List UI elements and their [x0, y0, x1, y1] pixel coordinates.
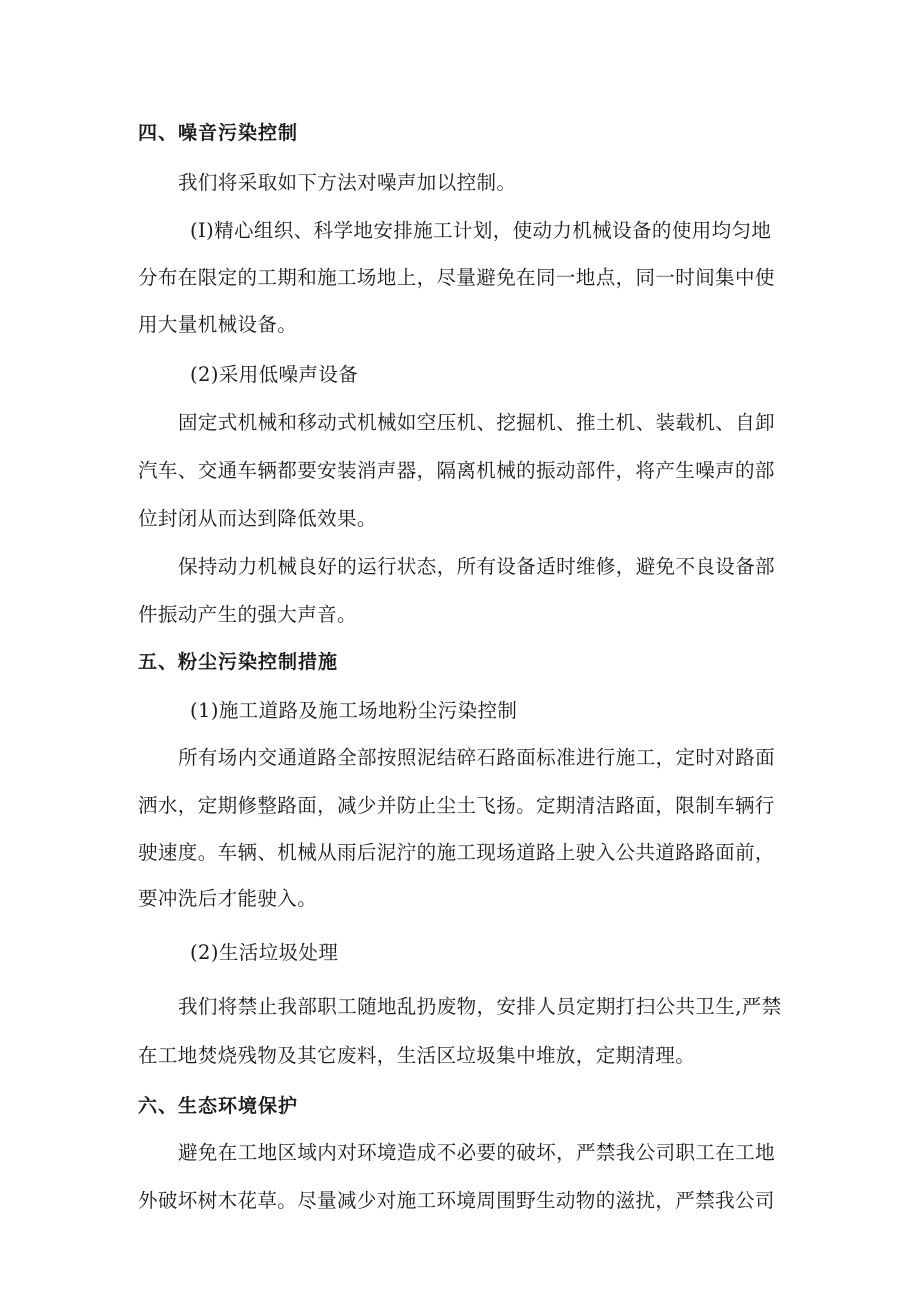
- paragraph-line: 所有场内交通道路全部按照泥结碎石路面标准进行施工，定时对路面: [178, 746, 776, 769]
- paragraph-line: (I)精心组织、科学地安排施工计划，使动力机械设备的使用均匀地: [190, 219, 772, 242]
- paragraph-line: 避免在工地区域内对环境造成不必要的破坏，严禁我公司职工在工地: [178, 1141, 776, 1164]
- paragraph-line: 我们将禁止我部职工随地乱扔废物，安排人员定期打扫公共卫生,严禁: [178, 995, 782, 1018]
- section-heading-dust: 五、粉尘污染控制措施: [138, 651, 339, 673]
- paragraph-line: 外破坏树木花草。尽量减少对施工环境周围野生动物的滋扰，严禁我公司: [138, 1189, 775, 1212]
- paragraph-line: 我们将采取如下方法对噪声加以控制。: [178, 171, 517, 194]
- paragraph-line: 分布在限定的工期和施工场地上，尽量避免在同一地点，同一时间集中使: [138, 266, 775, 289]
- paragraph-line: 要冲洗后才能驶入。: [138, 887, 318, 910]
- paragraph-line: 洒水，定期修整路面，减少并防止尘土飞扬。定期清洁路面，限制车辆行: [138, 794, 775, 817]
- paragraph-line: 件振动产生的强大声音。: [138, 603, 357, 626]
- paragraph-line: (2)采用低噪声设备: [190, 363, 359, 386]
- paragraph-line: (1)施工道路及施工场地粉尘污染控制: [190, 699, 518, 722]
- section-heading-noise: 四、噪音污染控制: [138, 122, 299, 144]
- paragraph-line: 位封闭从而达到降低效果。: [138, 507, 377, 530]
- paragraph-line: 固定式机械和移动式机械如空压机、挖掘机、推土机、装载机、自卸: [178, 411, 776, 434]
- paragraph-line: 汽车、交通车辆都要安装消声器，隔离机械的振动部件，将产生噪声的部: [138, 459, 775, 482]
- paragraph-line: 驶速度。车辆、机械从雨后泥泞的施工现场道路上驶入公共道路路面前，: [138, 841, 775, 864]
- paragraph-line: 在工地焚烧残物及其它废料，生活区垃圾集中堆放，定期清理。: [138, 1044, 696, 1067]
- paragraph-line: (2)生活垃圾处理: [190, 941, 339, 964]
- paragraph-line: 用大量机械设备。: [138, 313, 298, 336]
- section-heading-ecology: 六、生态环境保护: [138, 1095, 299, 1117]
- paragraph-line: 保持动力机械良好的运行状态，所有设备适时维修，避免不良设备部: [178, 555, 776, 578]
